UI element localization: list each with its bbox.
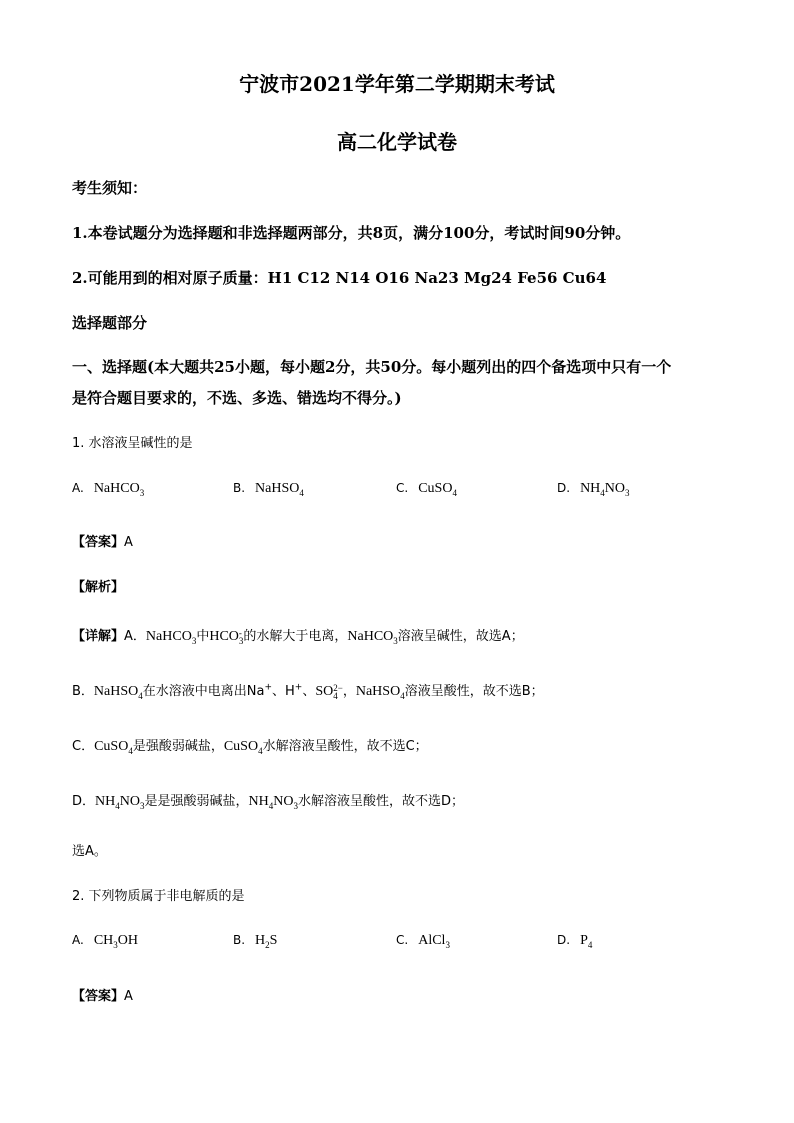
detail-lead: C．	[72, 739, 95, 754]
q1-option-a	[72, 481, 144, 497]
q1-detail-c	[72, 735, 428, 755]
q1-option-b	[233, 481, 304, 497]
formula-sub: 4	[268, 800, 274, 811]
option-letter: B.	[233, 481, 246, 495]
formula-text: SO	[315, 684, 334, 699]
formula-sup: +	[264, 682, 273, 693]
notice-item-1: 1.本卷试题分为选择题和非选择题两部分，共8页，满分100分，考试时间90分钟。	[72, 224, 631, 242]
formula-sub: 3	[238, 635, 244, 646]
formula-sub: 4	[600, 487, 605, 498]
answer-value: A	[124, 989, 133, 1004]
answer-tag: 【答案】	[72, 535, 125, 550]
formula-sub: 2	[265, 939, 270, 950]
answer-value: A	[124, 535, 133, 550]
q2-option-a	[72, 933, 138, 949]
option-letter: C.	[396, 933, 409, 947]
formula-sub: 4	[138, 690, 143, 701]
detail-lead: A．	[124, 629, 146, 644]
q1-detail-a	[72, 625, 524, 645]
detail-text: 、H	[272, 684, 295, 699]
formula-sup: 2−	[333, 682, 343, 693]
formula-text: NaHSO	[93, 684, 139, 699]
formula-text: NaHSO	[355, 684, 401, 699]
formula-text: NaHCO	[145, 629, 192, 644]
q2-option-d	[557, 933, 592, 949]
option-letter: D.	[557, 481, 571, 495]
detail-text: 溶液呈碱性，故选A；	[397, 629, 524, 644]
q1-option-c	[396, 481, 457, 497]
formula-sub: 3	[139, 487, 145, 498]
formula-text: OH	[117, 933, 138, 948]
formula-text: NH	[95, 794, 116, 809]
formula-text: NO	[119, 794, 140, 809]
detail-text: 溶液呈酸性，故不选B；	[404, 684, 544, 699]
formula-sub: 4	[128, 745, 133, 756]
section-title: 选择题部分	[72, 314, 148, 332]
detail-lead: B．	[72, 684, 94, 699]
detail-text: 是强酸弱碱盐，	[132, 739, 224, 754]
formula-sub: 4	[115, 800, 120, 811]
formula-sub: 3	[393, 635, 398, 646]
formula-text: P	[580, 933, 588, 948]
detail-text: 水解溶液呈酸性，故不选C；	[262, 739, 428, 754]
formula-sub: 4	[452, 487, 457, 498]
formula-text: CH	[93, 933, 114, 948]
formula-text: CuSO	[223, 739, 259, 754]
formula-sub: 3	[293, 800, 298, 811]
option-letter: A.	[72, 933, 84, 947]
detail-text: 的水解大于电离，	[243, 629, 348, 644]
section-instructions-line1: 一、选择题(本大题共25小题，每小题2分，共50分。每小题列出的四个备选项中只有一个	[72, 358, 672, 376]
exam-title: 宁波市2021学年第二学期期末考试	[239, 72, 555, 96]
formula-sub: 4	[587, 939, 593, 950]
q1-detail-b	[72, 680, 544, 700]
formula-sup: -	[238, 627, 242, 638]
detail-text: 水解溶液呈酸性，故不选D；	[297, 794, 464, 809]
formula-text: AlCl	[418, 933, 446, 948]
detail-text: ，	[342, 684, 356, 699]
option-letter: D.	[557, 933, 571, 947]
formula-sub: 3	[191, 635, 197, 646]
formula-sup: +	[294, 682, 303, 693]
formula-text: NaHCO	[347, 629, 394, 644]
formula-sub: 4	[333, 690, 338, 701]
section-instructions-line2: 是符合题目要求的，不选、多选、错选均不得分。)	[72, 389, 402, 407]
formula-text: NaHCO	[93, 481, 140, 496]
q2-option-c	[396, 933, 450, 949]
detail-text: 在水溶液中电离出Na	[142, 684, 265, 699]
detail-text: 是是强酸弱碱盐，	[144, 794, 249, 809]
formula-text: CuSO	[418, 481, 453, 496]
q1-conclusion: 选A。	[72, 844, 107, 859]
formula-text: NH	[248, 794, 269, 809]
formula-text: NaHSO	[255, 481, 300, 496]
answer-tag: 【答案】	[72, 989, 125, 1004]
option-letter: C.	[396, 481, 409, 495]
formula-text: NO	[273, 794, 294, 809]
notice-item-2: 2.可能用到的相对原子质量：H1 C12 N14 O16 Na23 Mg24 Fe56 Cu64	[72, 269, 607, 287]
formula-sub: 3	[113, 939, 118, 950]
formula-sub: 4	[400, 690, 405, 701]
formula-text: HCO	[209, 629, 239, 644]
formula-sub: 4	[299, 487, 304, 498]
option-letter: B.	[233, 933, 246, 947]
formula-sub: 3	[445, 939, 450, 950]
question-1-stem: 1. 水溶液呈碱性的是	[72, 436, 193, 451]
formula-text: H	[255, 933, 266, 948]
option-letter: A.	[72, 481, 84, 495]
q1-option-d	[557, 481, 630, 497]
exam-subtitle: 高二化学试卷	[337, 130, 457, 154]
formula-sub: 3	[625, 487, 630, 498]
detail-tag: 【详解】	[72, 629, 125, 644]
q1-answer	[72, 531, 133, 550]
formula-sub: 4	[258, 745, 263, 756]
detail-text: 、	[302, 684, 316, 699]
formula-text: CuSO	[94, 739, 129, 754]
detail-lead: D．	[72, 794, 96, 809]
detail-text: 中	[196, 629, 210, 644]
notice-heading: 考生须知：	[72, 179, 148, 197]
formula-text: NO	[604, 481, 626, 496]
formula-text: S	[269, 933, 278, 948]
q2-option-b	[233, 933, 277, 949]
analysis-tag: 【解析】	[72, 580, 125, 595]
formula-text: NH	[580, 481, 601, 496]
q1-analysis-tag	[72, 576, 124, 595]
question-2-stem: 2. 下列物质属于非电解质的是	[72, 889, 245, 904]
formula-sub: 3	[139, 800, 145, 811]
q1-detail-d	[72, 790, 464, 810]
q2-answer	[72, 985, 133, 1004]
